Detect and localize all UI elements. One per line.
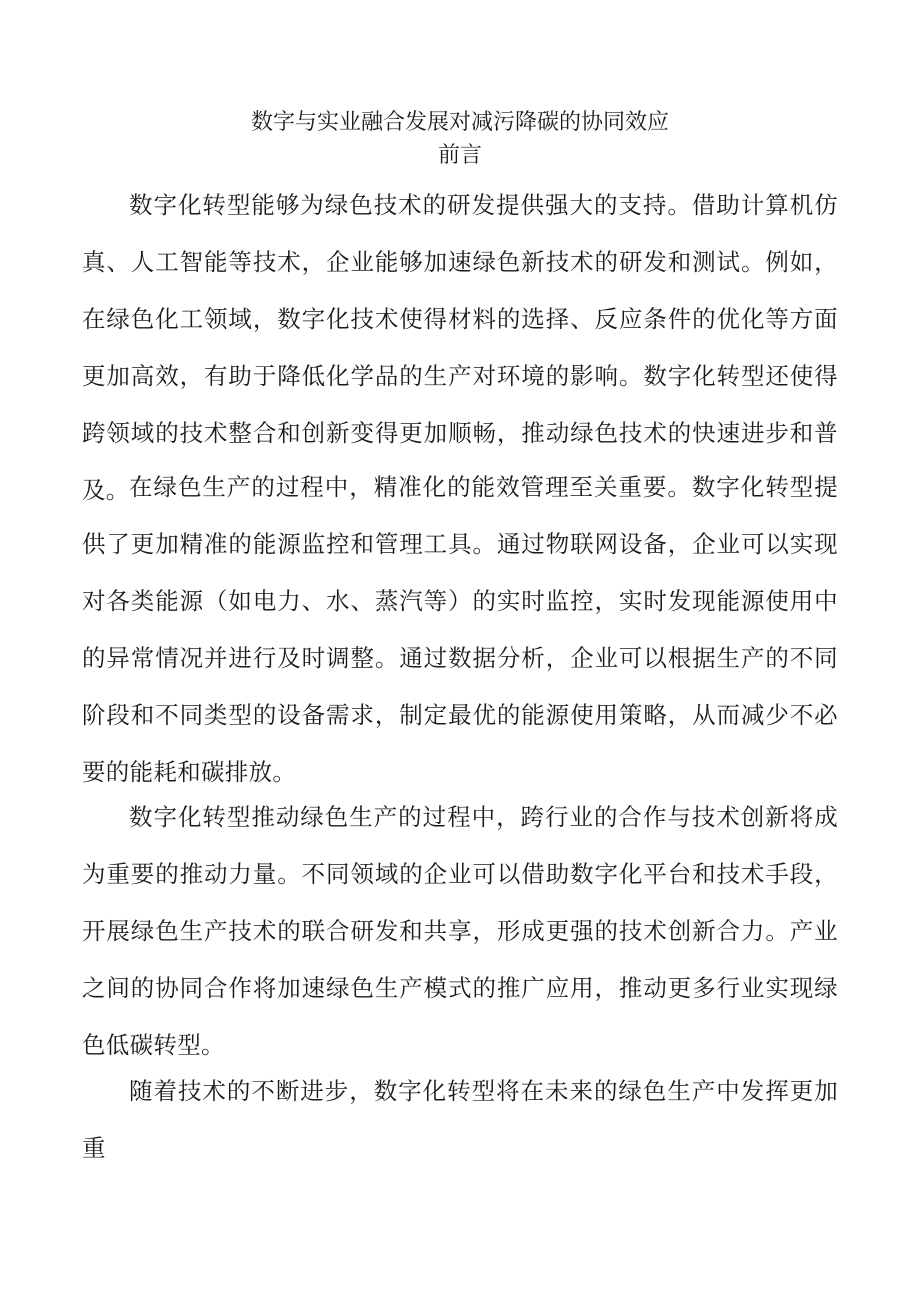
document-title: 数字与实业融合发展对减污降碳的协同效应 bbox=[250, 110, 669, 135]
section-heading: 前言 bbox=[437, 143, 482, 168]
paragraph-3: 数字化转型推动绿色生产的过程中，跨行业的合作与技术创新将成为重要的推动力量。不同领域的企业可以借助数字化平台和技术手段，开展绿色生产技术的联合研发和共享，形成更强的技术创新合力。产业之间的协同合作将加速绿色生产模式的推广应用，推动更多行业实现绿色低碳转型。 bbox=[82, 803, 838, 1059]
paragraph-4: 随着技术的不断进步，数字化转型将在未来的绿色生产中发挥更加重 bbox=[82, 1077, 838, 1162]
paragraph-2: 在绿色生产的过程中，精准化的能效管理至关重要。数字化转型提供了更加精准的能源监控和管理工具。通过物联网设备，企业可以实现对各类能源（如电力、水、蒸汽等）的实时监控，实时发现能源使用中的异常情况并进行及时调整。通过数据分析，企业可以根据生产的不同阶段和不同类型的设备需求，制定最优的能源使用策略，从而减少不必要的能耗和碳排放。 bbox=[82, 473, 838, 786]
paragraph-1: 数字化转型能够为绿色技术的研发提供强大的支持。借助计算机仿真、人工智能等技术，企业能够加速绿色新技术的研发和测试。例如，在绿色化工领域，数字化技术使得材料的选择、反应条件的优化等方面更加高效，有助于降低化学品的生产对环境的影响。数字化转型还使得跨领域的技术整合和创新变得更加顺畅，推动绿色技术的快速进步和普及。 bbox=[82, 191, 838, 504]
